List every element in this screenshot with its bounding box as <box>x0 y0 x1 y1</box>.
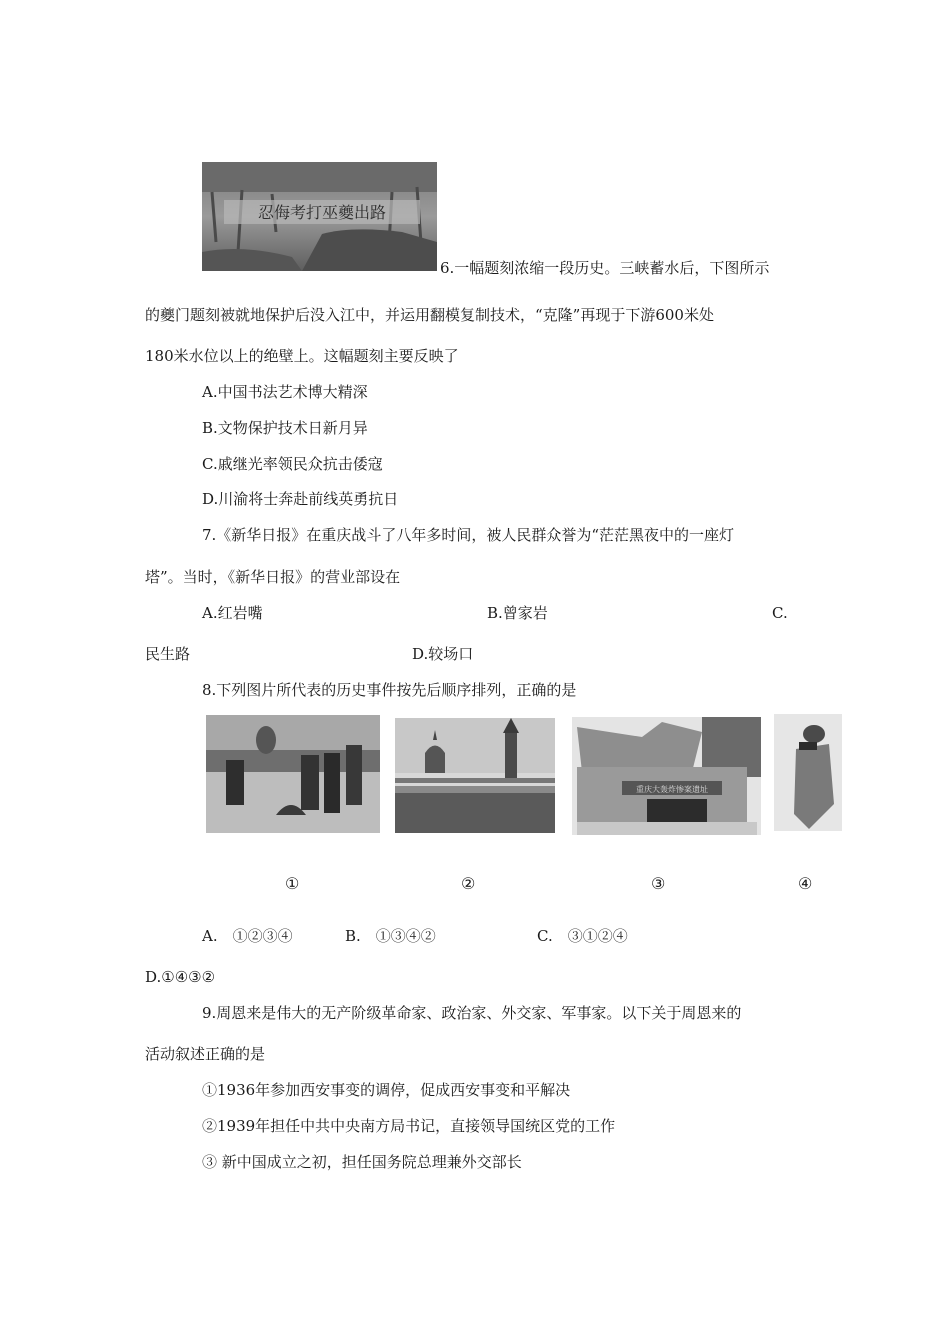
q9-item-1: ①1936年参加西安事变的调停，促成西安事变和平解决 <box>202 1081 571 1099</box>
q7-stem-line2: 塔”。当时，《新华日报》的营业部设在 <box>145 568 401 586</box>
q9-item-3: ③ 新中国成立之初，担任国务院总理兼外交部长 <box>202 1153 522 1171</box>
q8-label-1: ① <box>285 874 300 893</box>
q8-label-4: ④ <box>798 874 813 893</box>
soldiers-on-wall-image <box>206 715 380 833</box>
q7-stem-line1: 7.《新华日报》在重庆战斗了八年多时间，被人民群众誉为“茫茫黑夜中的一座灯 <box>202 526 734 544</box>
q8-photo-1 <box>206 715 380 833</box>
memorial-banner-text: 重庆大轰炸惨案遗址 <box>636 785 708 794</box>
q8-label-2: ② <box>461 874 476 893</box>
q6-stem-line3: 180米水位以上的绝壁上。这幅题刻主要反映了 <box>145 347 459 365</box>
q6-option-b: B.文物保护技术日新月异 <box>202 419 368 437</box>
q7-option-a: A.红岩嘴 <box>202 604 263 622</box>
q8-stem: 8.下列图片所代表的历史事件按先后顺序排列，正确的是 <box>202 681 577 699</box>
bombing-memorial-image <box>572 717 761 835</box>
q8-photo-3 <box>572 717 761 835</box>
q6-stem-line1: 6.一幅题刻浓缩一段历史。三峡蓄水后，下图所示 <box>440 259 770 277</box>
q9-stem-line1: 9.周恩来是伟大的无产阶级革命家、政治家、外交家、军事家。以下关于周恩来的 <box>202 1004 742 1022</box>
kuimen-carving-photo <box>202 162 437 271</box>
q8-option-d: D.①④③② <box>145 968 216 986</box>
q7-option-d: D.较场口 <box>412 645 474 663</box>
soldier-with-binoculars-image <box>774 714 842 831</box>
q7-option-c-label: C. <box>772 604 788 622</box>
q8-option-a: A. ①②③④ <box>202 927 293 945</box>
q8-option-b: B. ①③④② <box>345 927 436 945</box>
q9-item-2: ②1939年担任中共中央南方局书记，直接领导国统区党的工作 <box>202 1117 616 1135</box>
q8-option-c: C. ③①②④ <box>537 927 628 945</box>
kuimen-carving-image <box>202 162 437 271</box>
q8-label-3: ③ <box>651 874 666 893</box>
q7-option-c-text: 民生路 <box>145 645 191 663</box>
q6-option-d: D.川渝将士奔赴前线英勇抗日 <box>202 490 399 508</box>
q9-stem-line2: 活动叙述正确的是 <box>145 1045 266 1063</box>
q8-photo-2 <box>395 718 555 833</box>
q6-stem-line2: 的夔门题刻被就地保护后没入江中，并运用翻模复制技术，“克隆”再现于下游600米处 <box>145 306 714 324</box>
red-square-parade-image <box>395 718 555 833</box>
q6-option-c: C.戚继光率领民众抗击倭寇 <box>202 455 383 473</box>
carving-text: 忍侮考打巫夔出路 <box>257 203 387 222</box>
q6-option-a: A.中国书法艺术博大精深 <box>202 383 368 401</box>
q8-photo-4 <box>774 714 842 831</box>
q7-option-b: B.曾家岩 <box>487 604 548 622</box>
